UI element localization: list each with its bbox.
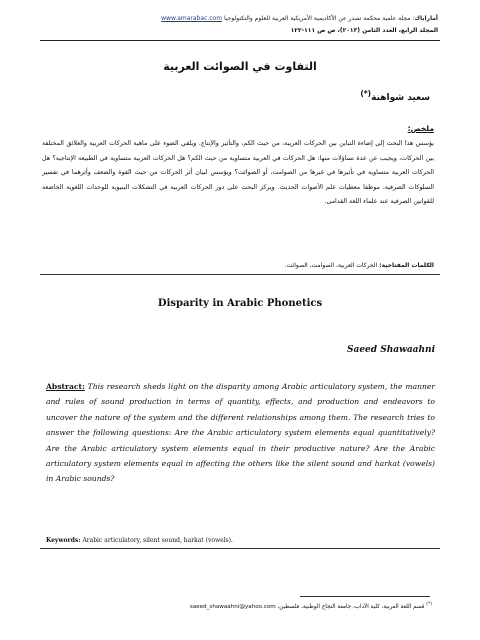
journal-issue: المجلد الرابع، العدد الثامن (٢٠١٣)، ص ص ١١١-١٢٢ xyxy=(290,27,438,34)
journal-header: أماراباك: مجلة علمية محكمة تصدر عن الأكاديمية الأمريكية العربية للعلوم والتكنولوجيا www.amarabac.com xyxy=(161,15,438,22)
author-footnote-marker: (*) xyxy=(360,89,372,98)
english-keywords xyxy=(46,537,233,544)
arabic-abstract-label: ملخص: xyxy=(407,124,434,133)
footnote-divider xyxy=(300,596,430,597)
english-keywords-text: Arabic articulatory, silent sound, harkat (vowels). xyxy=(82,537,233,544)
english-title: Disparity in Arabic Phonetics xyxy=(157,298,323,309)
arabic-keywords-label: الكلمات المفتاحية: xyxy=(379,262,434,269)
arabic-author xyxy=(360,89,430,103)
arabic-title: التفاوت في الصوائت العربية xyxy=(163,60,317,73)
header-divider xyxy=(40,40,440,41)
footnote-email[interactable]: saeed_shawaahni@yahoo.com xyxy=(189,603,276,610)
arabic-keywords xyxy=(285,262,434,269)
journal-description: مجلة علمية محكمة تصدر عن الأكاديمية الأمريكية العربية للعلوم والتكنولوجيا xyxy=(224,15,411,22)
arabic-author-name: سعيد شواهنة xyxy=(371,93,430,103)
footnote-marker: (*) xyxy=(426,602,432,607)
arabic-abstract: يؤسس هذا البحث إلى إضاءة التباين بين الحركات العربية، من حيث الكم، والتأثير والإنتاج. ويلقي الضوء على ماهية الحركات العربية والعلائق المختلفة بين الحركات، ويجيب عن عدة تساؤلات منها: هل الحركات في العربية متساوية من حيث الكم؟ هل الحركات العربية متساوية في الطبيعة الإنتاجية؟ هل الحركات العربية متساوية في تأثيرها في غيرها من الصوامت، أو الصوائت؟ ويؤسس لبيان أثر الحركات من حيث القوة والضعف وأثرهما في تفسير السلوكات الصرفية، موظفا معطيات علم الأصوات الحديث. ويركز البحث على دور الحركات العربية في التشكلات البنيوية للوحدات اللغوية الخاضعة للقوانين الصرفية عند علماء اللغة القدامى. xyxy=(42,140,434,206)
english-abstract-text: This research sheds light on the disparity among Arabic articulatory system, the manner and rules of sound production in terms of quantity, effects, and production and endeavors to uncover the nature of the system and the different relationships among them. The research tries to answer the following questions: Are the Arabic articulatory system elements equal quantitatively? Are the Arabic articulatory system elements equal in their productive nature? Are the Arabic articulatory system elements equal in affecting the others like the silent sound and harkat (vowels) in Arabic sounds? xyxy=(46,382,436,484)
footnote xyxy=(190,602,432,610)
english-author: Saeed Shawaahni xyxy=(346,345,435,355)
english-keywords-divider xyxy=(40,548,440,549)
arabic-keywords-text: الحركات العربية، الصوامت، الصوائت. xyxy=(284,262,378,269)
english-keywords-label: Keywords: xyxy=(46,537,81,544)
journal-brand: أماراباك xyxy=(414,15,438,22)
arabic-keywords-divider xyxy=(40,274,440,275)
english-abstract xyxy=(46,379,435,487)
footnote-affiliation: قسم اللغة العربية، كلية الآداب، جامعة النجاح الوطنية، فلسطين، xyxy=(277,603,425,610)
english-abstract-label: Abstract: xyxy=(46,382,85,391)
journal-url-link[interactable]: www.amarabac.com xyxy=(161,15,223,22)
